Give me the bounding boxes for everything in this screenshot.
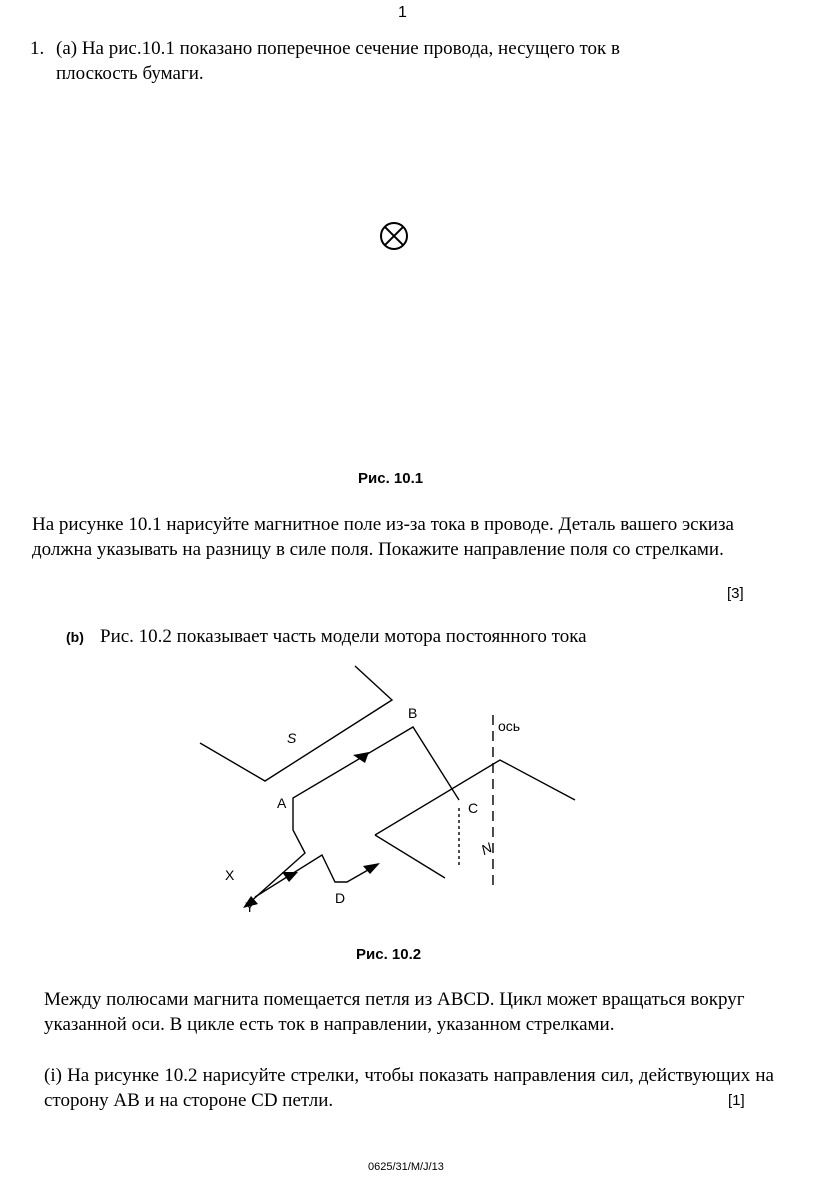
pole-n-label: N	[478, 839, 495, 858]
page-footer-code: 0625/31/M/J/13	[368, 1161, 444, 1173]
instruction-text: На рисунке 10.1 нарисуйте магнитное поле из-за тока в проводе. Деталь вашего эскиза должна указывать на разницу в силе поля. Покажите направление поля со стрелками.	[32, 514, 734, 560]
motor-diagram	[195, 660, 585, 922]
point-d-label: D	[335, 890, 346, 906]
wire-into-page-symbol	[370, 215, 412, 257]
n-pole-outline	[375, 760, 575, 835]
part-b-text: Рис. 10.2 показывает часть модели мотора постоянного тока	[100, 626, 587, 647]
page-number: 1	[398, 4, 407, 21]
coil-abc	[248, 727, 459, 904]
point-a-label: A	[277, 795, 287, 811]
pole-s-label: S	[287, 730, 297, 746]
arrow-y	[282, 872, 298, 882]
point-y-label: Y	[245, 899, 255, 915]
marks-a: [3]	[727, 585, 744, 602]
figure-10-1-caption: Рис. 10.1	[358, 470, 424, 487]
part-i-text: (i) На рисунке 10.2 нарисуйте стрелки, чтобы показать направления сил, действующих на сторону AB и на стороне CD петли.	[44, 1065, 774, 1111]
description-text: Между полюсами магнита помещается петля из ABCD. Цикл может вращаться вокруг указанной оси. В цикле есть ток в направлении, указанном стрелками.	[44, 989, 745, 1035]
question-a-text-line2: плоскость бумаги.	[56, 63, 204, 84]
arrow-d	[363, 863, 380, 874]
point-c-label: C	[468, 800, 479, 816]
s-pole-outline	[200, 666, 392, 781]
n-pole-lower-edge	[375, 835, 445, 878]
point-x-label: X	[225, 867, 235, 883]
question-number: 1.	[30, 38, 45, 59]
part-b-label: (b)	[66, 629, 84, 645]
figure-10-2-caption: Рис. 10.2	[356, 946, 422, 963]
point-b-label: B	[408, 705, 418, 721]
coil-yd	[255, 855, 375, 897]
axis-label: ось	[498, 718, 521, 734]
marks-i: [1]	[728, 1092, 745, 1109]
question-a-text-line1: (a) На рис.10.1 показано поперечное сечение провода, несущего ток в	[56, 38, 620, 59]
